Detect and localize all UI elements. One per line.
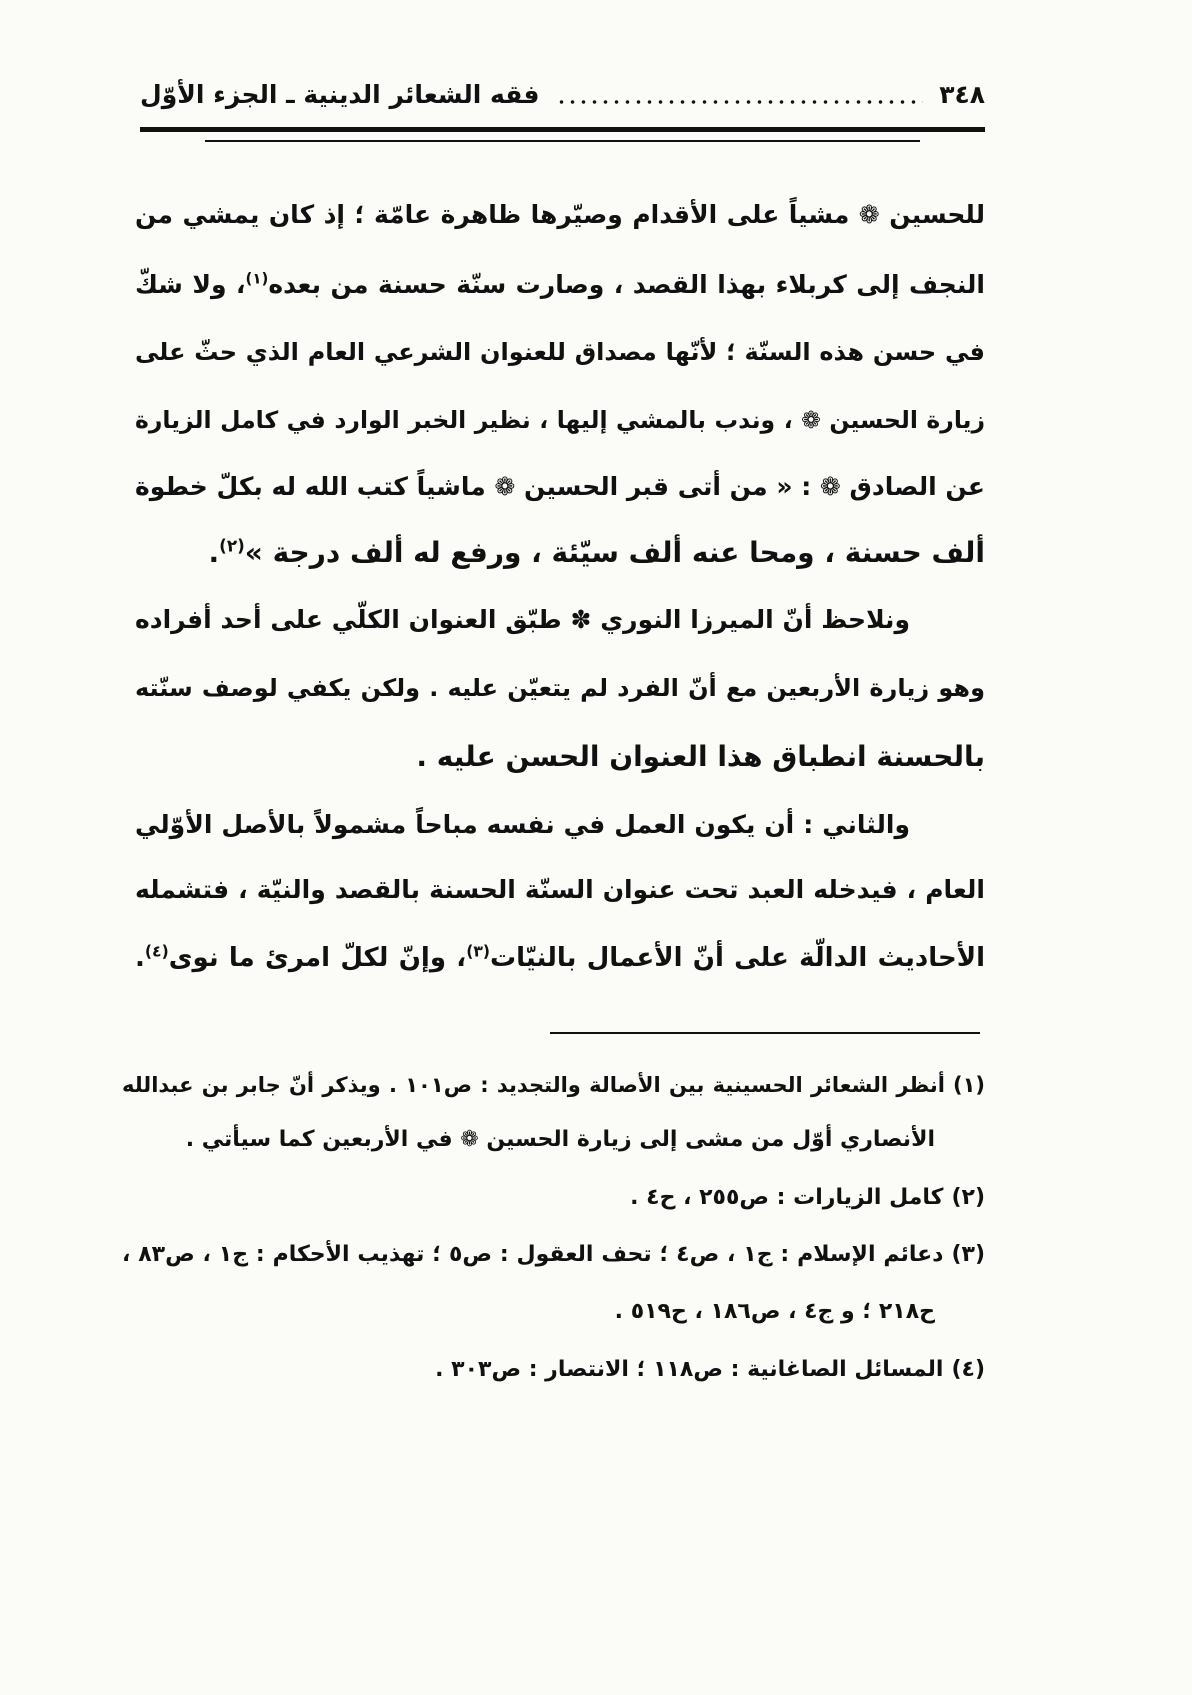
line-text: زيارة الحسين ❁ ، وندب بالمشي إليها ، نظير الخبر الوارد في كامل الزيارة bbox=[135, 406, 985, 434]
footnote-ref: (٣) bbox=[466, 942, 490, 961]
body-line bbox=[135, 260, 985, 310]
footnote-number: (٣) bbox=[951, 1242, 985, 1267]
footnote-text: أنظر الشعائر الحسينية بين الأصالة والتجديد : ص١٠١ . ويذكر أنّ جابر بن عبدالله bbox=[122, 1073, 945, 1097]
footnote-line bbox=[122, 1350, 985, 1390]
footnote-text: المسائل الصاغانية : ص١١٨ ؛ الانتصار : ص٣٠٣ . bbox=[435, 1357, 944, 1382]
dot-leader bbox=[556, 99, 924, 105]
page-number: ٣٤٨ bbox=[939, 80, 985, 109]
footnote-text: كامل الزيارات : ص٢٥٥ ، ح٤ . bbox=[630, 1185, 944, 1210]
footnote-line bbox=[122, 1235, 985, 1275]
body-line bbox=[135, 865, 985, 915]
body-line bbox=[135, 462, 985, 512]
line-text: بالحسنة انطباق هذا العنوان الحسن عليه . bbox=[416, 740, 985, 773]
header-rule-thick bbox=[140, 127, 985, 132]
line-text: ، ولا شكّ bbox=[135, 270, 246, 299]
footnote-text: ح٢١٨ ؛ و ج٤ ، ص١٨٦ ، ح٥١٩ . bbox=[614, 1299, 935, 1324]
line-text: عن الصادق ❁ : « من أتى قبر الحسين ❁ ماشياً كتب الله له بكلّ خطوة bbox=[135, 472, 985, 501]
footnote-line bbox=[122, 1120, 985, 1160]
line-text: العام ، فيدخله العبد تحت عنوان السنّة الحسنة بالقصد والنيّة ، فتشمله bbox=[135, 875, 985, 904]
body-line bbox=[135, 528, 985, 578]
body-line bbox=[135, 933, 985, 983]
running-title: فقه الشعائر الدينية ـ الجزء الأوّل bbox=[140, 80, 540, 109]
line-text: والثاني : أن يكون العمل في نفسه مباحاً مشمولاً بالأصل الأوّلي bbox=[135, 810, 910, 839]
line-text: ألف حسنة ، ومحا عنه ألف سيّئة ، ورفع له ألف درجة » bbox=[244, 536, 985, 569]
line-text: الأحاديث الدالّة على أنّ الأعمال بالنيّات bbox=[490, 943, 985, 973]
line-text: ، وإنّ لكلّ امرئ ما نوى bbox=[168, 943, 467, 973]
line-text: للحسين ❁ مشياً على الأقدام وصيّرها ظاهرة عامّة ؛ إذ كان يمشي من bbox=[135, 200, 985, 229]
footnote-line bbox=[122, 1292, 985, 1332]
footnote-text: الأنصاري أوّل من مشى إلى زيارة الحسين ❁ في الأربعين كما سيأتي . bbox=[185, 1127, 935, 1152]
line-text: في حسن هذه السنّة ؛ لأنّها مصداق للعنوان الشرعي العام الذي حثّ على bbox=[135, 338, 985, 366]
footnote-ref: (١) bbox=[245, 269, 269, 288]
footnote-number: (٢) bbox=[951, 1185, 985, 1210]
footnote-number: (٤) bbox=[951, 1357, 985, 1382]
footnote-line bbox=[122, 1065, 985, 1105]
body-line bbox=[135, 327, 985, 377]
body-line bbox=[135, 395, 985, 445]
body-line bbox=[135, 595, 985, 645]
body-line bbox=[135, 732, 985, 782]
body-line bbox=[135, 663, 985, 713]
line-text: . bbox=[208, 536, 220, 569]
footnote-line bbox=[122, 1178, 985, 1218]
line-text: النجف إلى كربلاء بهذا القصد ، وصارت سنّة حسنة من بعده bbox=[268, 270, 985, 299]
running-header bbox=[140, 75, 985, 115]
footnote-number: (١) bbox=[952, 1073, 985, 1097]
line-text: ونلاحظ أنّ الميرزا النوري ✽ طبّق العنوان الكلّي على أحد أفراده bbox=[135, 605, 910, 634]
header-rule-thin bbox=[205, 140, 920, 142]
footnote-ref: (٢) bbox=[219, 535, 245, 556]
footnote-ref: (٤) bbox=[144, 942, 169, 961]
footnote-text: دعائم الإسلام : ج١ ، ص٤ ؛ تحف العقول : ص٥ ؛ تهذيب الأحكام : ج١ ، ص٨٣ ، bbox=[122, 1242, 944, 1267]
line-text: وهو زيارة الأربعين مع أنّ الفرد لم يتعيّن عليه . ولكن يكفي لوصف سنّته bbox=[135, 674, 985, 702]
body-line bbox=[135, 190, 985, 240]
footnote-separator bbox=[550, 1032, 980, 1034]
body-line bbox=[135, 800, 985, 850]
line-text: . bbox=[135, 943, 145, 973]
